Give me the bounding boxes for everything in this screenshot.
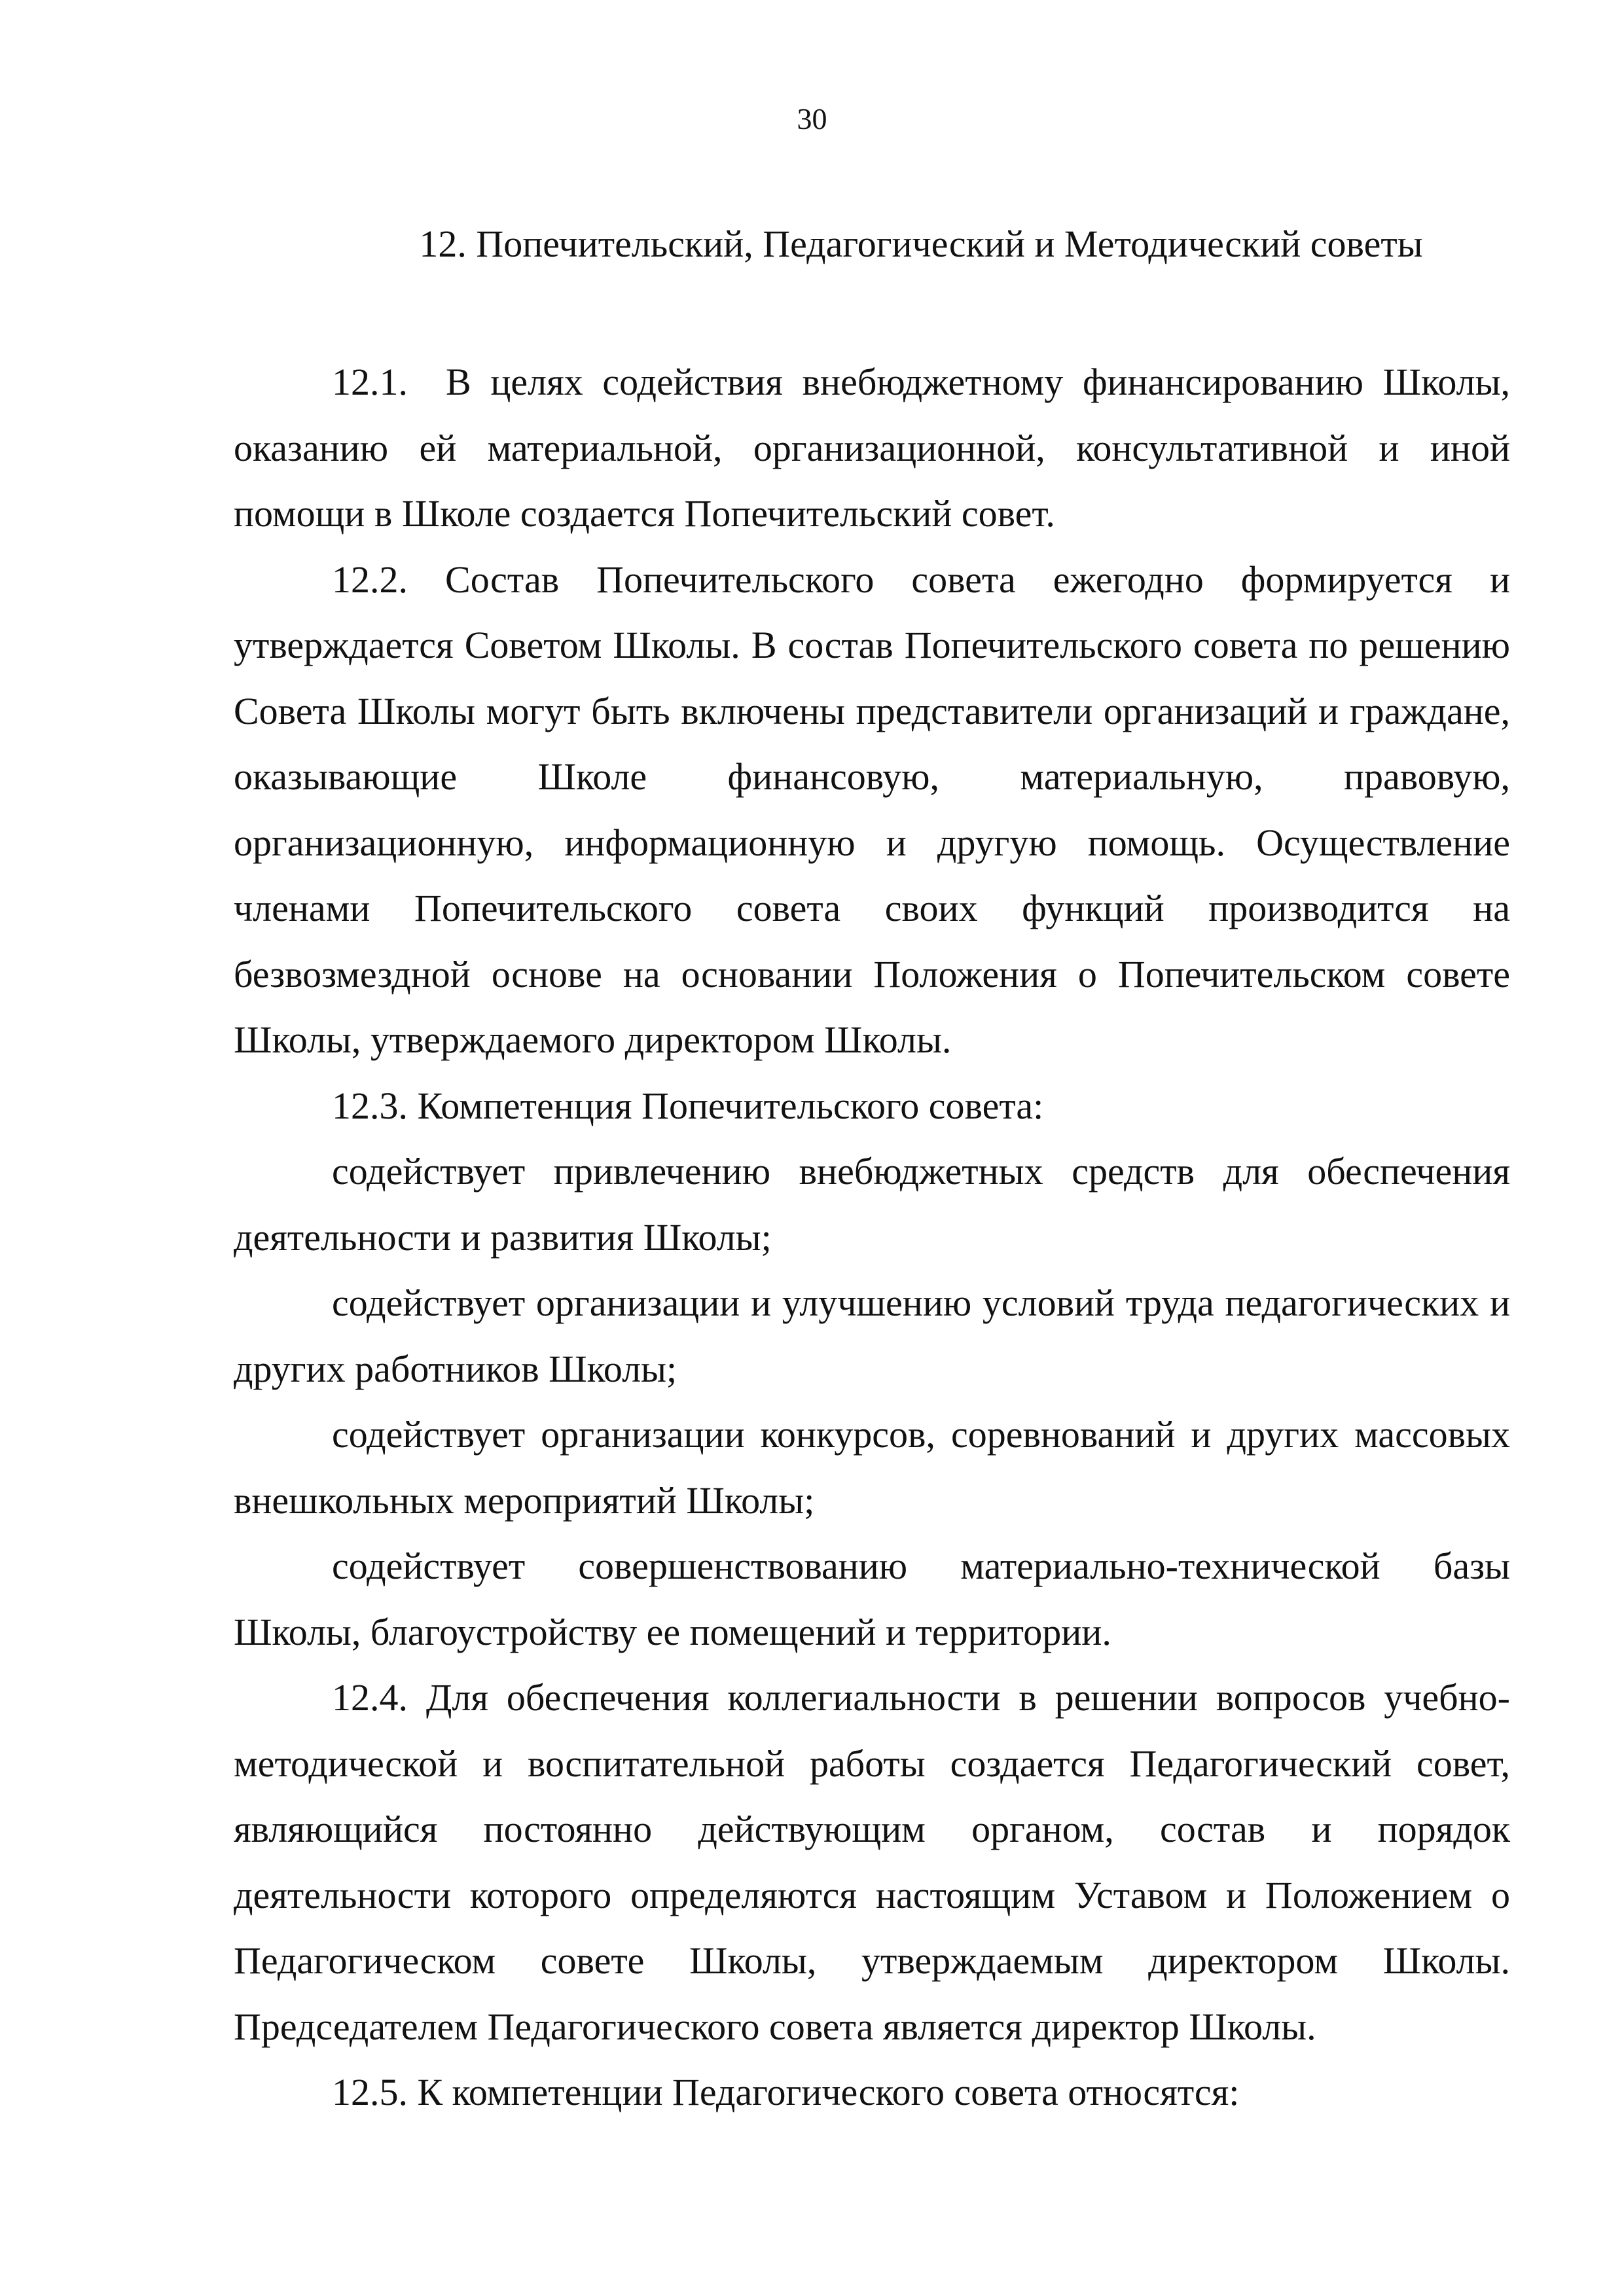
document-body [234,350,1510,2126]
competence-item-4: содействует совершенствованию материально-технической базы Школы, благоустройству ее помещений и территории. [234,1545,1510,1653]
competence-item-2: содействует организации и улучшению условий труда педагогических и других работников Школы; [234,1282,1510,1390]
section-title: 12. Попечительский, Педагогический и Методический советы [419,223,1423,265]
paragraph-12-1: 12.1. В целях содействия внебюджетному финансированию Школы, оказанию ей материальной, организационной, консультативной и иной помощи в Школе создается Попечительский совет. [234,361,1510,535]
page-number: 30 [797,102,827,135]
competence-item-1: содействует привлечению внебюджетных средств для обеспечения деятельности и развития Школы; [234,1150,1510,1259]
paragraph-12-2: 12.2. Состав Попечительского совета ежегодно формируется и утверждается Советом Школы. В состав Попечительского совета по решению Совета Школы могут быть включены представители организаций и граждане, оказывающие Школе финансовую, материальную, правовую, организационную, информационную и другую помощь. Осуществление членами Попечительского совета своих функций производится на безвозмездной основе на основании Положения о Попечительском совете Школы, утверждаемого директором Школы. [234,558,1510,1061]
paragraph-12-5: 12.5. К компетенции Педагогического совета относятся: [332,2071,1240,2113]
paragraph-12-3: 12.3. Компетенция Попечительского совета: [332,1084,1044,1127]
paragraph-12-4: 12.4. Для обеспечения коллегиальности в решении вопросов учебно-методической и воспитательной работы создается Педагогический совет, являющийся постоянно действующим органом, состав и порядок деятельности которого определяются настоящим Уставом и Положением о Педагогическом совете Школы, утверждаемым директором Школы. Председателем Педагогического совета является директор Школы. [234,1676,1510,2048]
competence-item-3: содействует организации конкурсов, соревнований и других массовых внешкольных мероприятий Школы; [234,1413,1510,1522]
